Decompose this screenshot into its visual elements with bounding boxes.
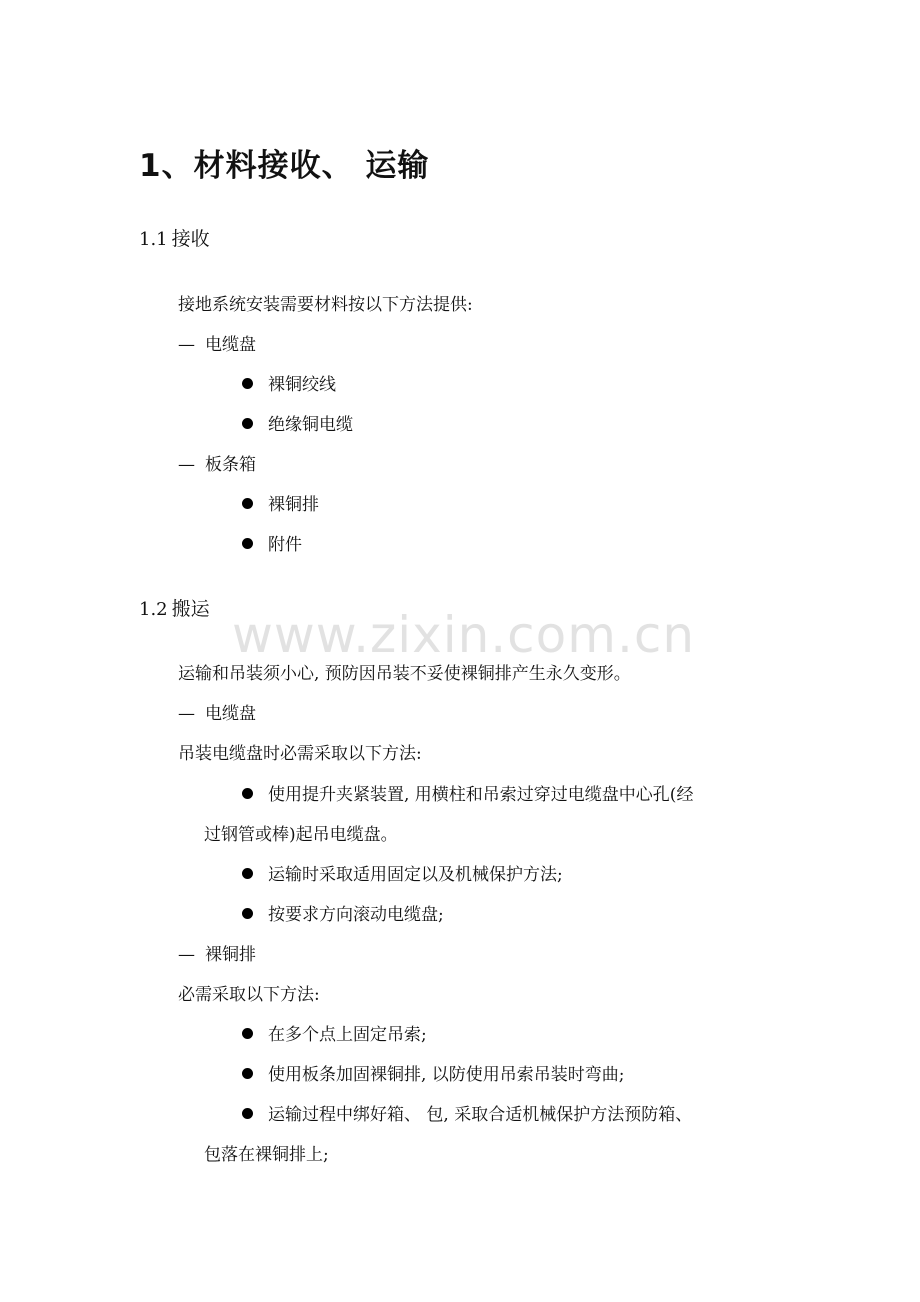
- dash-item-label: 电缆盘: [205, 335, 256, 355]
- bullet-item: [242, 490, 319, 515]
- section-heading-receive: [139, 224, 210, 251]
- bullet-item-continuation: 过钢管或棒)起吊电缆盘。: [204, 825, 398, 845]
- bullet-item-text: 附件: [268, 535, 302, 555]
- bullet-item-continuation: 包落在裸铜排上;: [204, 1145, 329, 1165]
- bullet-item-text: 运输过程中绑好箱、 包, 采取合适机械保护方法预防箱、: [268, 1105, 693, 1125]
- section-title: 接收: [171, 228, 210, 250]
- bullet-item: [242, 370, 336, 395]
- watermark-text: www.zixin.com.cn: [232, 606, 696, 664]
- paragraph-copper-lead: 必需采取以下方法:: [178, 985, 320, 1005]
- paragraph-receive-intro: 接地系统安装需要材料按以下方法提供:: [178, 295, 473, 315]
- bullet-dot-icon: [242, 868, 253, 879]
- dash-item-label: 板条箱: [205, 455, 256, 475]
- bullet-dot-icon: [242, 418, 253, 429]
- bullet-item-text: 使用板条加固裸铜排, 以防使用吊索吊装时弯曲;: [268, 1065, 625, 1085]
- bullet-item: [242, 530, 302, 555]
- paragraph-handling-intro: 运输和吊装须小心, 预防因吊装不妥使裸铜排产生永久变形。: [178, 664, 631, 684]
- bullet-dot-icon: [242, 1028, 253, 1039]
- bullet-dot-icon: [242, 908, 253, 919]
- paragraph-cable-lead: 吊装电缆盘时必需采取以下方法:: [178, 744, 422, 764]
- dash-item-cable-reel: [178, 330, 256, 355]
- dash-marker: —: [178, 945, 195, 965]
- bullet-item: [242, 900, 444, 925]
- dash-item-cable-reel: [178, 699, 256, 724]
- bullet-item-text: 按要求方向滚动电缆盘;: [268, 905, 444, 925]
- bullet-item-text: 在多个点上固定吊索;: [268, 1025, 427, 1045]
- bullet-dot-icon: [242, 788, 253, 799]
- section-number: 1.1: [139, 229, 168, 250]
- dash-item-crate: [178, 450, 256, 475]
- bullet-dot-icon: [242, 498, 253, 509]
- bullet-dot-icon: [242, 378, 253, 389]
- bullet-item-text: 裸铜排: [268, 495, 319, 515]
- bullet-item-text: 运输时采取适用固定以及机械保护方法;: [268, 865, 563, 885]
- bullet-item-text: 绝缘铜电缆: [268, 415, 353, 435]
- bullet-item: [242, 1020, 427, 1045]
- bullet-dot-icon: [242, 1068, 253, 1079]
- bullet-item: [242, 1100, 692, 1125]
- bullet-dot-icon: [242, 1108, 253, 1119]
- heading-title: 1、材料接收、 运输: [139, 148, 430, 184]
- bullet-item: [242, 1060, 625, 1085]
- bullet-item: [242, 860, 563, 885]
- bullet-item-text: 裸铜绞线: [268, 375, 336, 395]
- section-number: 1.2: [139, 599, 168, 620]
- bullet-dot-icon: [242, 538, 253, 549]
- section-heading-handling: [139, 594, 210, 621]
- dash-item-label: 电缆盘: [205, 704, 256, 724]
- dash-item-copper-bar: [178, 940, 256, 965]
- bullet-item: [242, 410, 353, 435]
- dash-marker: —: [178, 704, 195, 724]
- dash-marker: —: [178, 335, 195, 355]
- dash-marker: —: [178, 455, 195, 475]
- bullet-item: [242, 780, 693, 805]
- dash-item-label: 裸铜排: [205, 945, 256, 965]
- section-title: 搬运: [171, 598, 210, 620]
- bullet-item-text: 使用提升夹紧装置, 用横柱和吊索过穿过电缆盘中心孔(经: [268, 785, 694, 805]
